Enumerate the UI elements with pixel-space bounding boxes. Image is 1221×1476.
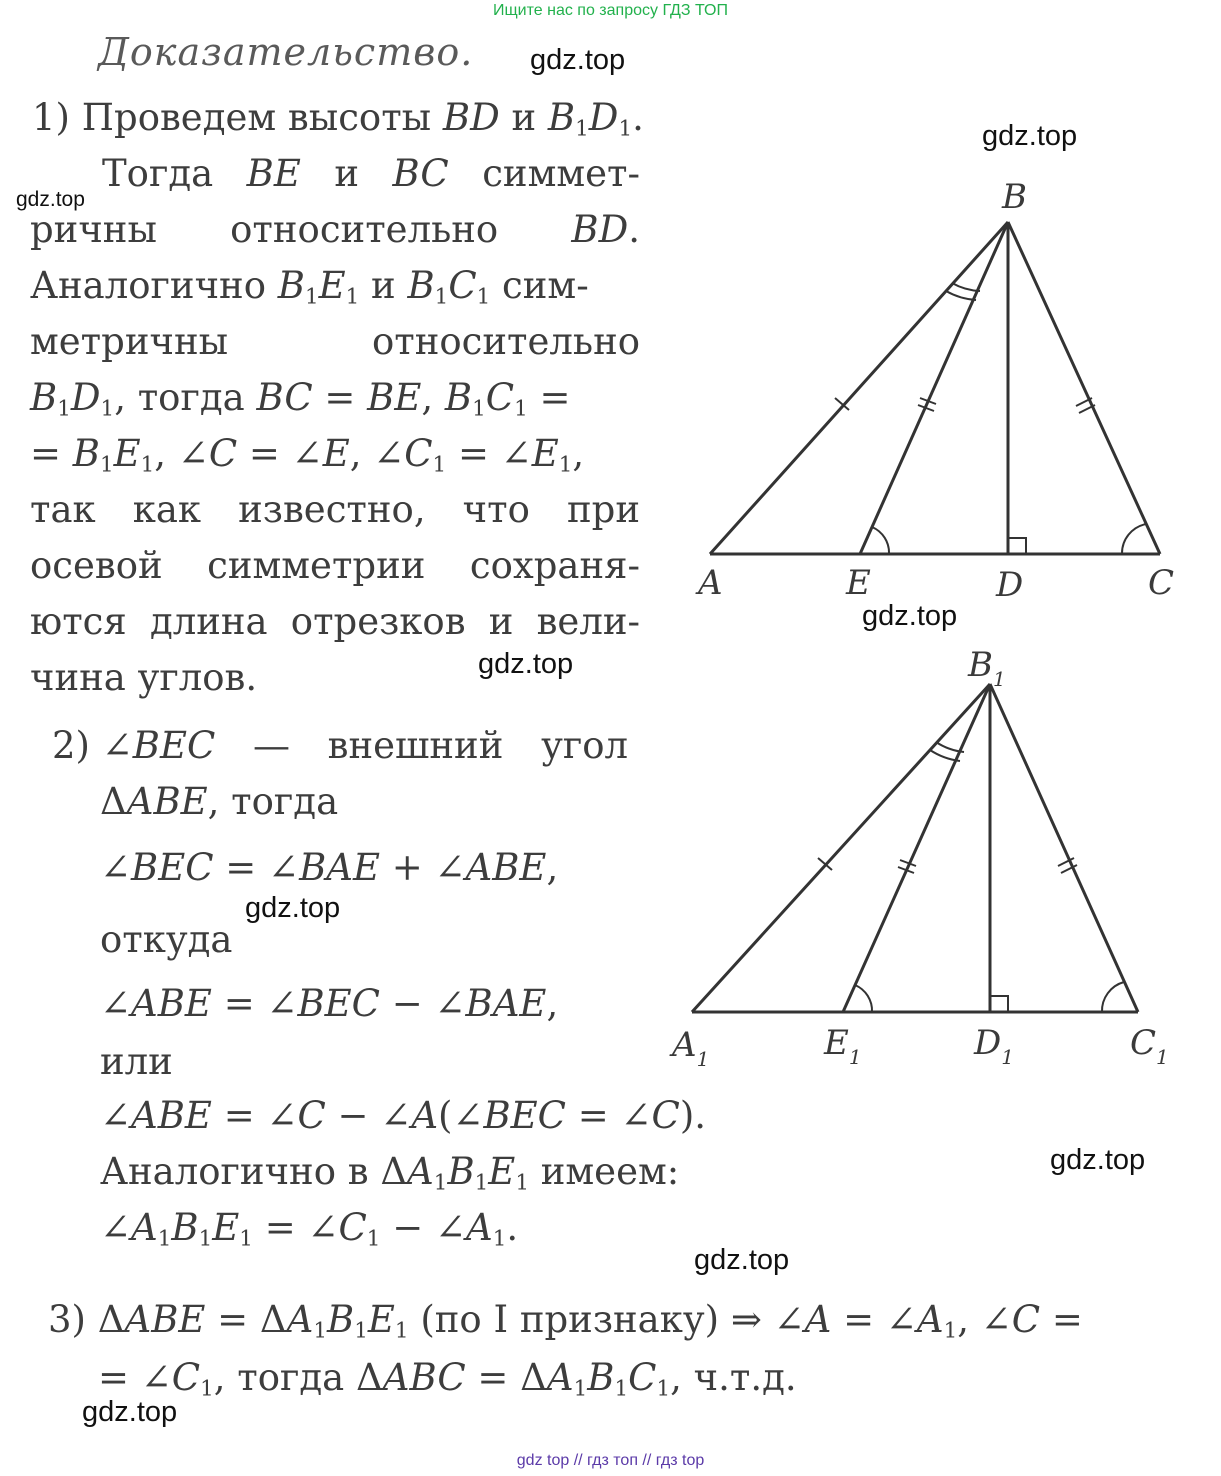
angle-c1-arc xyxy=(1102,982,1124,1012)
watermark: gdz.top xyxy=(245,892,341,924)
side-a1b1 xyxy=(692,684,990,1012)
label-a: A xyxy=(698,563,723,603)
side-bc xyxy=(1008,222,1160,554)
label-d1: $D_1$ xyxy=(974,1023,1014,1069)
label-c: C xyxy=(1148,563,1175,603)
label-d: D xyxy=(996,565,1024,605)
angle-a1b1e1-arc-1 xyxy=(930,750,960,761)
watermark: gdz.top xyxy=(862,600,958,632)
label-e1: $E_1$ xyxy=(824,1023,862,1069)
watermark: gdz.top xyxy=(530,44,626,76)
step2-line6: или xyxy=(100,1040,173,1083)
step3-line2: = $\angle C_1$, тогда $\Delta ABC = \Delta A_1B_1C_1$, ч.т.д. xyxy=(98,1356,797,1402)
right-angle-mark xyxy=(990,996,1008,1012)
step1-line4: Аналогично $B_1E_1$ и $B_1C_1$ сим- xyxy=(30,264,589,310)
step1-line9: осевой симметрии сохраня- xyxy=(30,544,640,587)
segment-be xyxy=(860,222,1008,554)
step1-line6: $B_1D_1$, тогда BC = BE, $B_1C_1$ = xyxy=(30,376,571,422)
label-e: E xyxy=(846,563,871,603)
watermark: gdz.top xyxy=(1050,1144,1146,1176)
step2-line5: ∠ABE = ∠BEC − ∠BAE, xyxy=(100,982,559,1025)
label-b1: $B_1$ xyxy=(968,645,1006,691)
step1-line1: 1) Проведем высоты BD и $B_1D_1$. xyxy=(32,96,644,142)
proof-heading: Доказательство. xyxy=(98,30,474,74)
side-b1c1 xyxy=(990,684,1138,1012)
angle-a1b1e1-arc-2 xyxy=(936,742,964,752)
watermark: gdz.top xyxy=(82,1396,178,1428)
label-c1: $C_1$ xyxy=(1130,1023,1169,1069)
step2-line3: ∠BEC = ∠BAE + ∠ABE, xyxy=(100,846,559,889)
step3-line1: 3) $\Delta ABE = \Delta A_1B_1E_1$ (по I признаку) ⇒ ∠A = $\angle A_1$, ∠C = xyxy=(48,1298,1083,1344)
segment-b1e1 xyxy=(843,684,990,1012)
angle-abe-arc-2 xyxy=(952,283,980,291)
step2-line2: ΔABE, тогда xyxy=(100,780,339,823)
label-a1: $A_1$ xyxy=(672,1025,710,1071)
step1-line11: чина углов. xyxy=(30,656,258,699)
label-b: B xyxy=(1002,177,1027,217)
step1-line5: метричны относительно xyxy=(30,320,640,363)
right-angle-mark xyxy=(1008,538,1026,554)
step2-line8: Аналогично в $\Delta A_1B_1E_1$ имеем: xyxy=(100,1150,680,1196)
step2-line9: $\angle A_1B_1E_1$ = $\angle C_1$ − $\angle A_1$. xyxy=(100,1206,519,1252)
step1-line10: ются длина отрезков и вели- xyxy=(30,600,640,643)
angle-abe-arc-1 xyxy=(946,291,976,300)
step1-line3: ричны относительно BD. xyxy=(30,208,640,251)
watermark: gdz.top xyxy=(982,120,1078,152)
triangle-a1b1c1-figure xyxy=(668,644,1198,1084)
step1-line7: = $B_1E_1$, ∠C = ∠E, $\angle C_1$ = $\angle E_1$, xyxy=(30,432,585,478)
step2-line4: откуда xyxy=(100,918,233,961)
watermark: gdz.top xyxy=(694,1244,790,1276)
angle-e-arc xyxy=(872,527,889,554)
step1-line2: Тогда BE и BC симмет- xyxy=(102,152,640,195)
angle-e1-arc xyxy=(855,985,872,1012)
side-ab xyxy=(710,222,1008,554)
top-banner[interactable]: Ищите нас по запросу ГДЗ ТОП xyxy=(493,2,728,19)
watermark: gdz.top xyxy=(478,648,574,680)
step2-line7: ∠ABE = ∠C − ∠A(∠BEC = ∠C). xyxy=(100,1094,707,1137)
footer-links[interactable]: gdz top // гдз топ // гдз top xyxy=(516,1452,705,1469)
angle-c-arc xyxy=(1122,524,1146,554)
step1-line8: так как известно, что при xyxy=(30,488,640,531)
triangle-abc-figure xyxy=(690,170,1200,610)
watermark: gdz.top xyxy=(16,188,85,211)
step2-line1: 2) ∠BEC — внешний угол xyxy=(52,724,628,767)
